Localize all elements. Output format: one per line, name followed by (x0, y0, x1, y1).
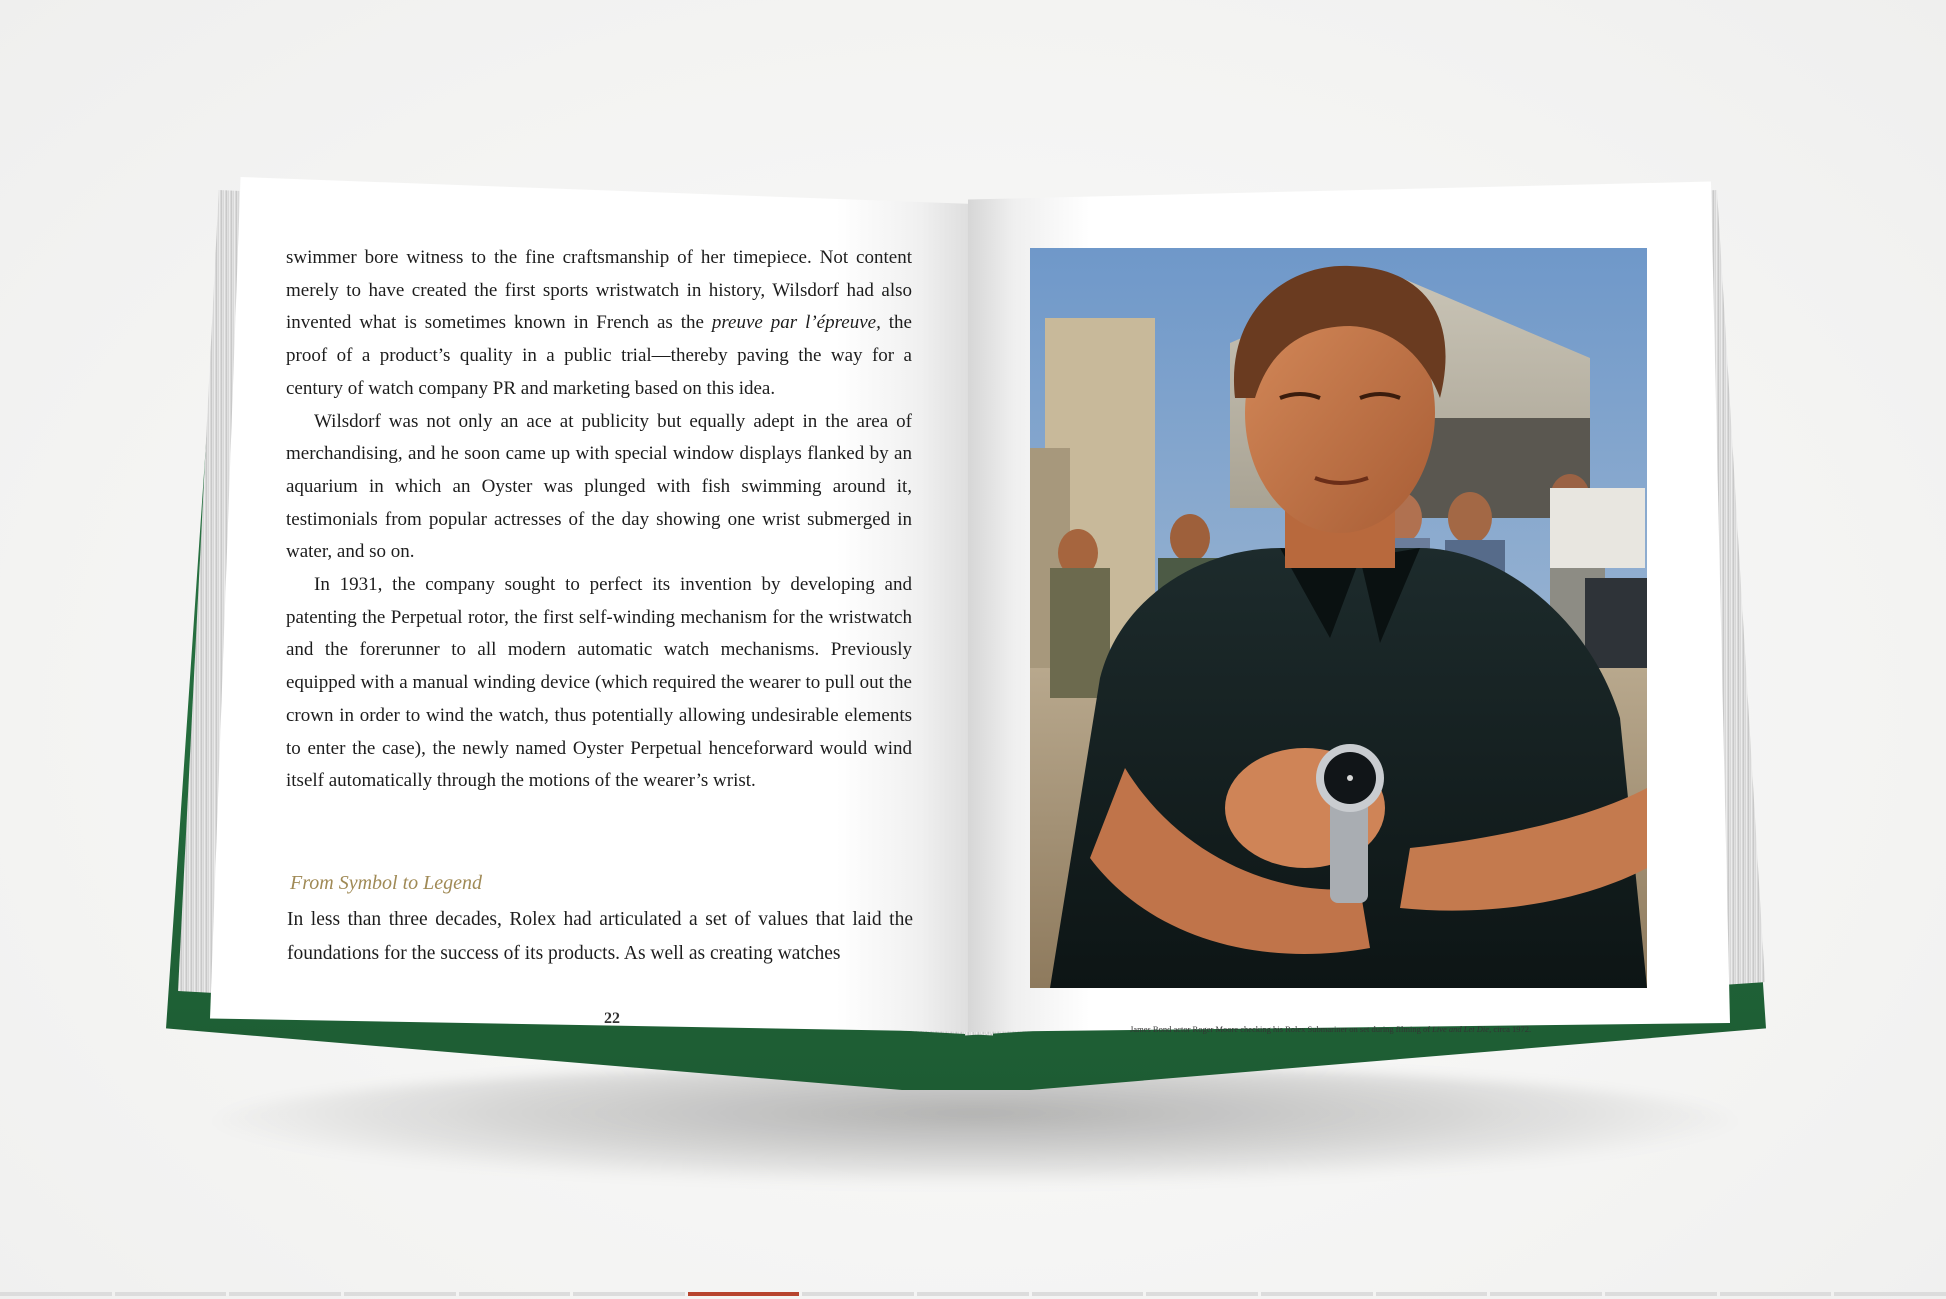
carousel-segment[interactable] (459, 1292, 571, 1296)
carousel-segment[interactable] (1720, 1292, 1832, 1296)
carousel-segment[interactable] (1146, 1292, 1258, 1296)
carousel-segment[interactable] (802, 1292, 914, 1296)
photo-illustration (1030, 248, 1647, 988)
paragraph-3: In 1931, the company sought to perfect its invention by developing and patenting the Perpetual rotor, the first self-winding mechanism for the wristwatch and the forerunner to all modern automatic watch mechanisms. Previously equipped with a manual winding device (which required the wearer to pull out the crown in order to wind the watch, thus potentially allowing undesirable elements to enter the case), the newly named Oyster Perpetual henceforward would wind itself automatically through the motions of the wearer’s wrist. (286, 574, 912, 792)
page-number: 22 (604, 1010, 620, 1027)
paragraph-1-text: swimmer bore witness to the fine craftsmanship of her timepiece. Not content merely to have created the first sports wristwatch in history, Wilsdorf had also invented what is sometimes known in French as the (286, 247, 912, 334)
paragraph-1 (286, 242, 912, 406)
carousel-segment[interactable] (115, 1292, 227, 1296)
roger-moore-photo (1030, 248, 1647, 988)
body-text (286, 242, 912, 798)
caption-text: James Bond actor Roger Moore checking his Rolex Submariner on set during filming of (1130, 1024, 1433, 1034)
carousel-segment[interactable] (344, 1292, 456, 1296)
paragraph-1-italic: preuve par l’épreuve, (711, 312, 881, 334)
carousel-progress (0, 1292, 1946, 1296)
carousel-segment[interactable] (688, 1292, 800, 1296)
section-heading: From Symbol to Legend (290, 872, 483, 894)
paragraph-1-text-end: the proof of a product’s quality in a public trial—thereby paving the way for a century of watch company PR and marketing based on this idea. (286, 312, 912, 399)
caption-italic: Live and Let Die (1432, 1024, 1490, 1034)
carousel-segment[interactable] (917, 1292, 1029, 1296)
carousel-segment[interactable] (573, 1292, 685, 1296)
caption-text-end: , circa 1972. (1489, 1024, 1532, 1034)
section-text: In less than three decades, Rolex had articulated a set of values that laid the foundations for the success of its products. As well as creating watches (287, 909, 913, 964)
photo-caption (1130, 1024, 1531, 1034)
carousel-segment[interactable] (1032, 1292, 1144, 1296)
paragraph-2: Wilsdorf was not only an ace at publicity but equally adept in the area of merchandising, and he soon came up with special window displays flanked by an aquarium in which an Oyster was plunged with fish swimming around it, testimonials from popular actresses of the day showing one wrist submerged in water, and so on. (286, 410, 912, 563)
carousel-segment[interactable] (1490, 1292, 1602, 1296)
carousel-segment[interactable] (1605, 1292, 1717, 1296)
carousel-segment[interactable] (1834, 1292, 1946, 1296)
carousel-segment[interactable] (1261, 1292, 1373, 1296)
carousel-segment[interactable] (0, 1292, 112, 1296)
carousel-segment[interactable] (229, 1292, 341, 1296)
carousel-segment[interactable] (1376, 1292, 1488, 1296)
